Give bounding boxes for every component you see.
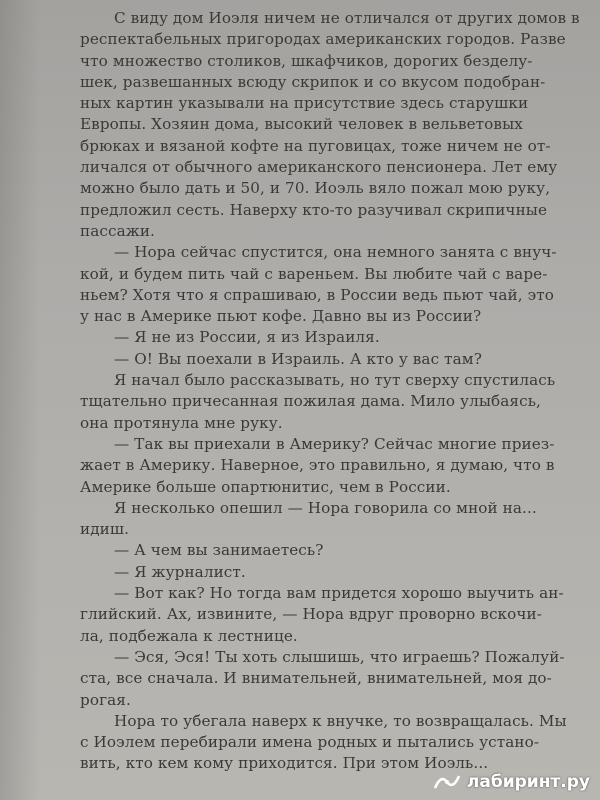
text-line: идиш.: [80, 520, 130, 539]
text-line: жает в Америку. Наверное, это правильно, я думаю, что в: [80, 456, 555, 475]
text-line: кой, и будем пить чай с вареньем. Вы любите чай с варе-: [80, 264, 548, 283]
paragraph: [80, 562, 550, 583]
watermark-text: лабиринт.ру: [466, 772, 590, 792]
text-line: Европы. Хозяин дома, высокий человек в вельветовых: [80, 115, 523, 134]
text-line: с Иоэлем перебирали имена родных и пытались устано-: [80, 733, 540, 752]
paragraph: [80, 242, 557, 327]
page-shadow: [0, 0, 40, 800]
text-line: вить, кто кем кому приходится. При этом Иоэль...: [80, 754, 489, 773]
text-line: тщательно причесанная пожилая дама. Мило улыбаясь,: [80, 392, 541, 411]
paragraph: [80, 349, 550, 370]
text-line: брюках и вязаной кофте на пуговицах, тоже ничем не от-: [80, 136, 551, 155]
paragraph: [80, 647, 565, 711]
text-line: шек, развешанных всюду скрипок и со вкусом подобран-: [80, 72, 546, 91]
text-line: рогая.: [80, 690, 131, 709]
labirint-logo-icon: [433, 772, 461, 792]
text-line: — Так вы приехали в Америку? Сейчас многие приез-: [114, 434, 555, 453]
paragraph: [80, 434, 555, 498]
paragraph: [80, 8, 580, 242]
text-line: Нора то убегала наверх к внучке, то возвращалась. Мы: [114, 711, 567, 730]
text-line: личался от обычного американского пенсионера. Лет ему: [80, 158, 558, 177]
text-line: Я начал было рассказывать, но тут сверху спустилась: [114, 371, 556, 390]
text-line: — Я журналист.: [114, 562, 246, 581]
paragraph: [80, 370, 556, 434]
text-line: — Я не из России, я из Израиля.: [114, 328, 380, 347]
text-line: Америке больше опартюнитис, чем в России.: [80, 477, 451, 496]
text-line: что множество столиков, шкафчиков, дорогих безделу-: [80, 51, 533, 70]
text-line: Я несколько опешил — Нора говорила со мной на...: [114, 498, 537, 517]
book-text: [80, 8, 580, 775]
text-line: она протянула мне руку.: [80, 413, 283, 432]
text-line: — Вот как? Но тогда вам придется хорошо выучить ан-: [114, 584, 564, 603]
text-line: предложил сесть. Наверху кто-то разучивал скрипичные: [80, 200, 548, 219]
text-line: — О! Вы поехали в Израиль. А кто у вас там?: [114, 349, 482, 368]
text-line: — Нора сейчас спустится, она немного занята с внуч-: [114, 243, 557, 262]
paragraph: [80, 711, 567, 775]
paragraph: [80, 327, 550, 348]
text-line: можно было дать и 50, и 70. Иоэль вяло пожал мою руку,: [80, 179, 551, 198]
text-line: глийский. Ах, извините, — Нора вдруг проворно вскочи-: [80, 605, 542, 624]
text-line: — Эся, Эся! Ты хоть слышишь, что играешь? Пожалуй-: [114, 647, 565, 666]
text-line: ста, все сначала. И внимательней, внимательней, моя до-: [80, 669, 552, 688]
text-line: респектабельных пригородах американских городов. Разве: [80, 30, 566, 49]
text-line: С виду дом Иоэля ничем не отличался от других домов в: [114, 9, 580, 27]
text-line: пассажи.: [80, 221, 155, 240]
text-line: ла, подбежала к лестнице.: [80, 626, 298, 645]
text-line: ньем? Хотя что я спрашиваю, в России ведь пьют чай, это: [80, 285, 554, 304]
paragraph: [80, 498, 550, 541]
paragraph: [80, 583, 564, 647]
watermark: [433, 772, 590, 792]
text-line: — А чем вы занимаетесь?: [114, 541, 324, 560]
text-line: у нас в Америке пьют кофе. Давно вы из России?: [80, 307, 482, 326]
text-line: ных картин указывали на присутствие здесь старушки: [80, 94, 529, 113]
paragraph: [80, 540, 550, 561]
